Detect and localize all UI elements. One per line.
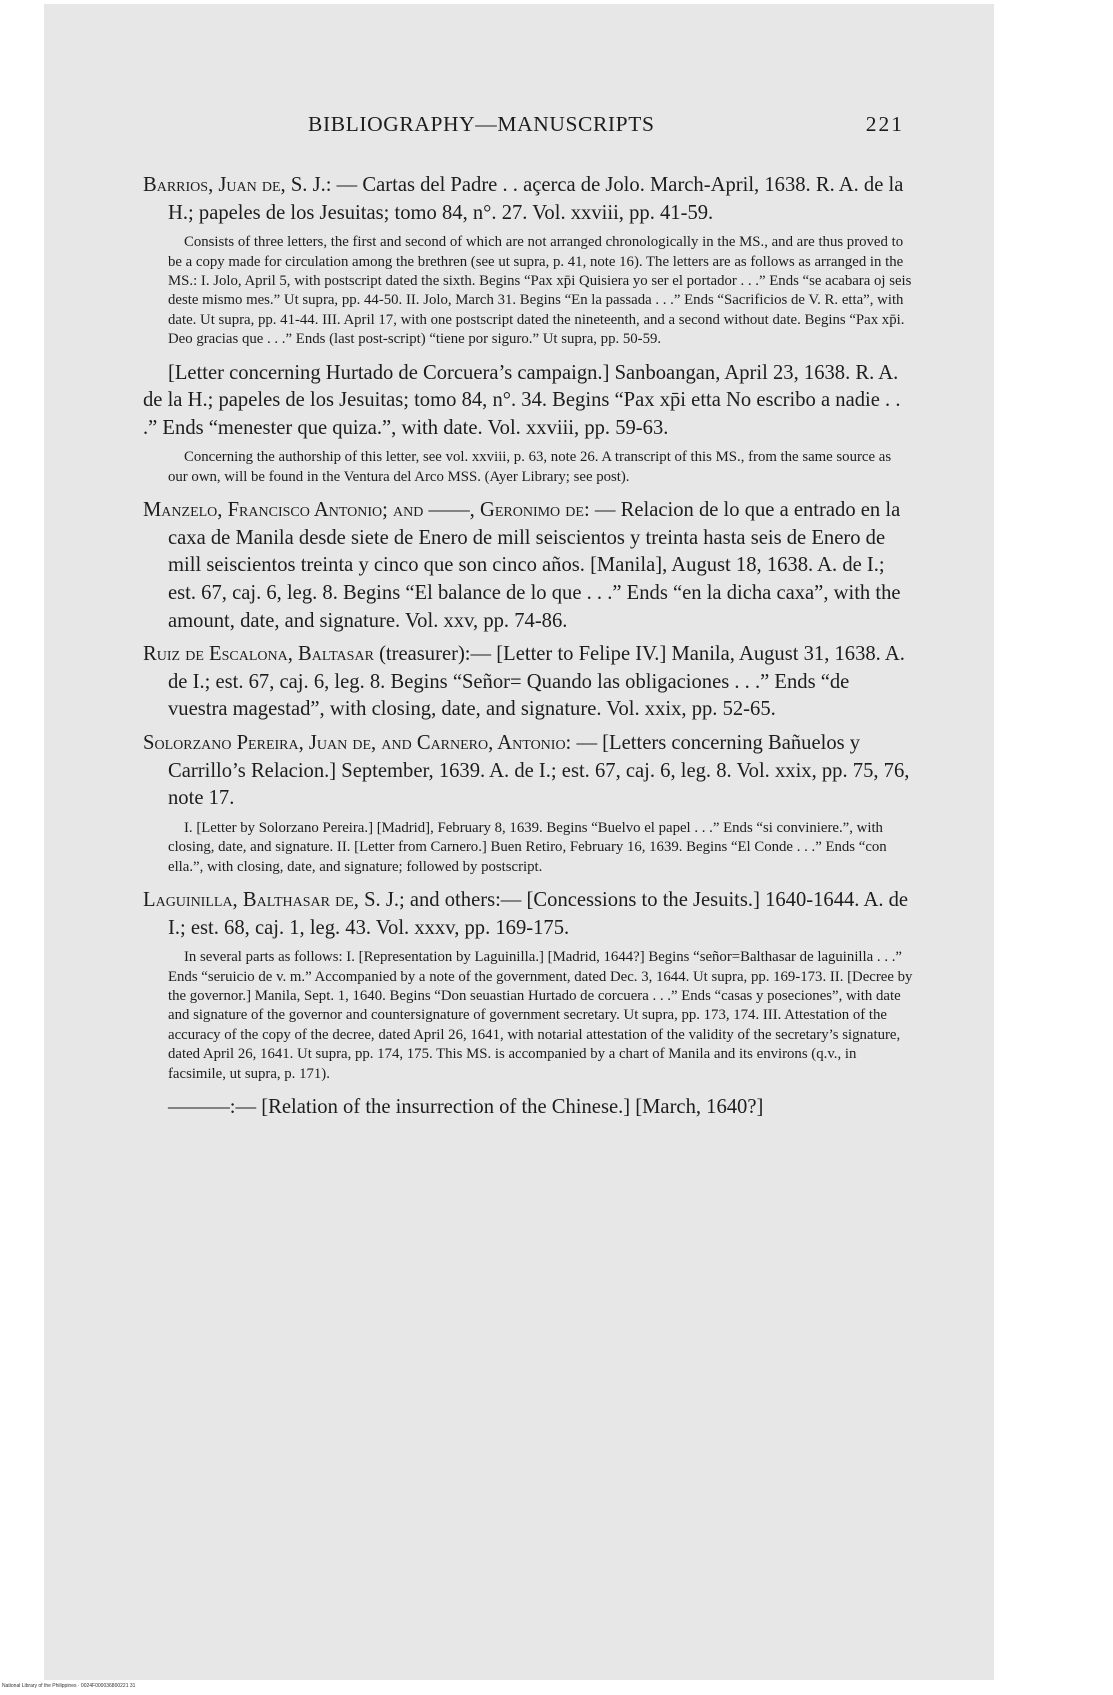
entry-author: Ruiz de Escalona, Baltasar <box>143 643 374 666</box>
entry-note: Consists of three letters, the first and second of which are not arranged chronologically in the MS., and are thus proved to be a copy made for circulation among the brethren (see ut supra, p. 41, note 16). The letters are as follows as arranged in the MS.: I. Jolo, April 5, with postscript dated the sixth. Begins “Pax xp̄i Quisiera yo ser el portador . . .” Ends “se acabara oj seis deste mismo mes.” Ut supra, pp. 44-50. II. Jolo, March 31. Begins “En la passada . . .” Ends “Sacrificios de V. R. etta”, with date. Ut supra, pp. 41-44. III. April 17, with one postscript dated the nineteenth, and a second without date. Begins “Pax xp̄i. Deo gracias que . . .” Ends (last post-script) “tiene por siguro.” Ut supra, pp. 50-59. <box>168 234 912 348</box>
page-number: 221 <box>865 112 904 136</box>
entry-chinese-insurrection <box>143 1094 913 1122</box>
entry-manzelo <box>143 497 913 635</box>
entry-author: Laguinilla, Balthasar de, S. J.; <box>143 888 405 911</box>
entry-author: Manzelo, Francisco Antonio; and ——, Geronimo de: <box>143 499 590 522</box>
running-header <box>308 112 908 142</box>
entry-note: Concerning the authorship of this letter, see vol. xxviii, p. 63, note 26. A transcript of this MS., from the same source as our own, will be found in the Ventura del Arco MSS. (Ayer Library; see post). <box>168 449 892 485</box>
entry-solorzano <box>143 730 913 813</box>
entry-ruiz <box>143 641 913 724</box>
entry-note: In several parts as follows: I. [Representation by Laguinilla.] [Madrid, 1644?] Begins “señor=Balthasar de laguinilla . . .” Ends “seruicio de v. m.” Accompanied by a note of the government, dated Dec. 3, 1644. Ut supra, pp. 169-173. II. [Decree by the governor.] Manila, Sept. 1, 1640. Begins “Don seuastian Hurtado de corcuera . . .” Ends “casas y poseciones”, with date and signature of the governor and countersignature of government secretary. Ut supra, pp. 173, 174. III. Attestation of the accuracy of the copy of the decree, dated April 26, 1641, with notarial attestation of the validity of the secretary’s signature, dated April 26, 1641. Ut supra, pp. 174, 175. This MS. is accompanied by a chart of Manila and its environs (q.v., in facsimile, ut supra, p. 171). <box>168 949 913 1082</box>
entry-body: ———:— [Relation of the insurrection of the Chinese.] [March, 1640?] <box>168 1096 764 1118</box>
entry-note: I. [Letter by Solorzano Pereira.] [Madrid], February 8, 1639. Begins “Buelvo el papel . . .” Ends “si conviniere.”, with closing, date, and signature. II. [Letter from Carnero.] Buen Retiro, February 16, 1639. Begins “El Conde . . .” Ends “con ella.”, with closing, date, and signature; followed by postscript. <box>168 819 887 875</box>
entry-body: and others:— [Concessions to the Jesuits.] 1640-1644. A. de I.; est. 68, caj. 1, leg. 43. Vol. xxxv, pp. 169-175. <box>168 888 909 939</box>
entry-author: Barrios, Juan de, S. J.: <box>143 174 332 196</box>
entry-laguinilla <box>143 887 913 942</box>
page-title: BIBLIOGRAPHY—MANUSCRIPTS <box>308 112 655 136</box>
library-imprint: National Library of the Philippines · 0024F000036800221 31 <box>2 1683 136 1689</box>
entry-body: [Letter concerning Hurtado de Corcuera’s campaign.] Sanboangan, April 23, 1638. R. A. de la H.; papeles de los Jesuitas; tomo 84, n°. 34. Begins “Pax xp̄i etta No escribo a nadie . . .” Ends “menester que quiza.”, with date. Vol. xxviii, pp. 59-63. <box>143 361 901 439</box>
entry-body: — Relacion de lo que a entrado en la caxa de Manila desde siete de Enero de mill seiscientos y treinta hasta seis de Enero de mill seiscientos treinta y cinco que son cinco años. [Manila], August 18, 1638. A. de I.; est. 67, caj. 6, leg. 8. Begins “El balance de lo que . . .” Ends “en la dicha caxa”, with the amount, date, and signature. Vol. xxv, pp. 74-86. <box>168 499 901 632</box>
entry-author: Solorzano Pereira, Juan de, and Carnero, Antonio: <box>143 731 572 754</box>
entry-barrios <box>143 172 913 227</box>
entry-body: (treasurer):— [Letter to Felipe IV.] Manila, August 31, 1638. A. de I.; est. 67, caj. 6, leg. 8. Begins “Señor= Quando las obligaciones . . .” Ends “de vuestra magestad”, with closing, date, and signature. Vol. xxix, pp. 52-65. <box>168 643 905 721</box>
bibliography-text <box>143 172 913 1128</box>
entry-hurtado-letter <box>143 360 913 443</box>
entry-body: — [Letters concerning Bañuelos y Carrillo’s Relacion.] September, 1639. A. de I.; est. 67, caj. 6, leg. 8. Vol. xxix, pp. 75, 76, note 17. <box>168 731 910 810</box>
entry-body: — Cartas del Padre . . açerca de Jolo. March-April, 1638. R. A. de la H.; papeles de los Jesuitas; tomo 84, n°. 27. Vol. xxviii, pp. 41-59. <box>168 174 904 224</box>
